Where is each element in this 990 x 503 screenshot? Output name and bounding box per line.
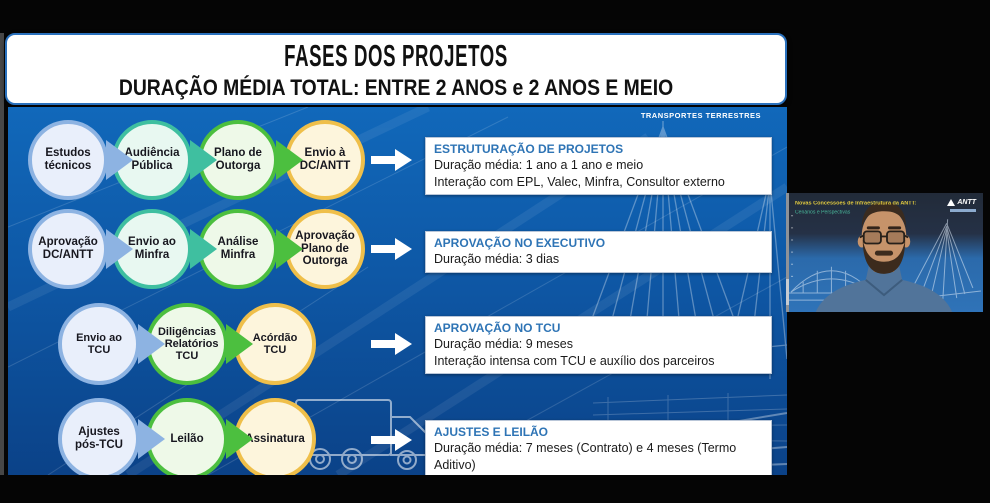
step-label: Leilão [170, 432, 204, 445]
antt-triangle-icon [947, 199, 955, 206]
flow-arrow-icon [371, 236, 413, 262]
infobox-line: Duração média: 9 meses [434, 337, 573, 352]
step-label: Plano de Outorga [214, 147, 262, 172]
infobox-ajustes-e-leilao [425, 420, 772, 475]
chevron-right-icon [190, 140, 217, 180]
chevron-right-icon [138, 419, 165, 459]
slide-subtitle: DURAÇÃO MÉDIA TOTAL: ENTRE 2 ANOS e 2 ANOS E MEIO [118, 75, 674, 100]
infobox-heading: AJUSTES E LEILÃO [434, 425, 549, 439]
window-edge-strip [0, 33, 4, 475]
step-label: Envio à DC/ANTT [299, 147, 351, 172]
step-label: Ajustes pós-TCU [75, 426, 123, 451]
step-label: Assinatura [245, 432, 305, 445]
slide-title-card [5, 33, 787, 105]
infobox-line: Duração média: 3 dias [434, 252, 560, 267]
step-label: Acórdão TCU [252, 331, 298, 356]
infobox-aprovacao-no-tcu [425, 316, 772, 374]
infobox-line: Duração média: 1 ano a 1 ano e meio [434, 158, 644, 173]
flow-arrow-icon [371, 427, 413, 453]
infobox-line: Interação intensa com TCU e auxílio dos parceiros [434, 353, 715, 368]
slide-title: FASES DOS PROJETOS [284, 39, 508, 74]
webcam-overlay-subtitle: Cenários e Perspectivas [795, 210, 851, 216]
slide-body [8, 107, 787, 475]
chevron-right-icon [190, 229, 217, 269]
chevron-right-icon [276, 229, 303, 269]
person-avatar [815, 202, 952, 312]
chevron-right-icon [106, 229, 133, 269]
chevron-right-icon [226, 324, 253, 364]
step-label: Audiência Pública [124, 147, 180, 172]
step-aprovacao-dc-antt [28, 209, 108, 289]
antt-logo-text: ANTT [957, 199, 976, 206]
infobox-line: Interação com EPL, Valec, Minfra, Consultor externo [434, 174, 725, 189]
chevron-right-icon [106, 140, 133, 180]
chevron-right-icon [138, 324, 165, 364]
infobox-heading: APROVAÇÃO NO EXECUTIVO [434, 236, 606, 250]
flow-arrow-icon [371, 147, 413, 173]
step-label: Aprovação Plano de Outorga [295, 229, 355, 268]
step-label: Aprovação DC/ANTT [38, 236, 98, 261]
step-label: Envio ao Minfra [128, 236, 176, 261]
step-label: Análise Minfra [217, 236, 259, 261]
infobox-heading: APROVAÇÃO NO TCU [434, 321, 561, 335]
step-label: Envio ao TCU [76, 331, 122, 356]
antt-logo-subtext-bar [950, 209, 976, 212]
chevron-right-icon [226, 419, 253, 459]
webcam-panel[interactable] [789, 193, 983, 312]
webcam-overlay-title: Novas Concessões de Infraestrutura da ANTT: [795, 201, 917, 207]
antt-logo [947, 199, 976, 206]
infobox-aprovacao-no-executivo [425, 231, 772, 273]
step-label: Diligências e Relatórios TCU [155, 325, 219, 363]
step-estudos-tecnicos [28, 120, 108, 200]
infobox-estruturacao-de-projetos [425, 137, 772, 195]
infobox-heading: ESTRUTURAÇÃO DE PROJETOS [434, 142, 624, 156]
chevron-right-icon [276, 140, 303, 180]
step-label: Estudos técnicos [44, 147, 92, 172]
transportes-terrestres-watermark: TRANSPORTES TERRESTRES [640, 111, 761, 120]
flow-arrow-icon [371, 331, 413, 357]
step-ajustes-pos-tcu [58, 398, 140, 475]
infobox-line: Duração média: 7 meses (Contrato) e 4 meses (Termo Aditivo) [434, 441, 737, 472]
step-envio-ao-tcu [58, 303, 140, 385]
